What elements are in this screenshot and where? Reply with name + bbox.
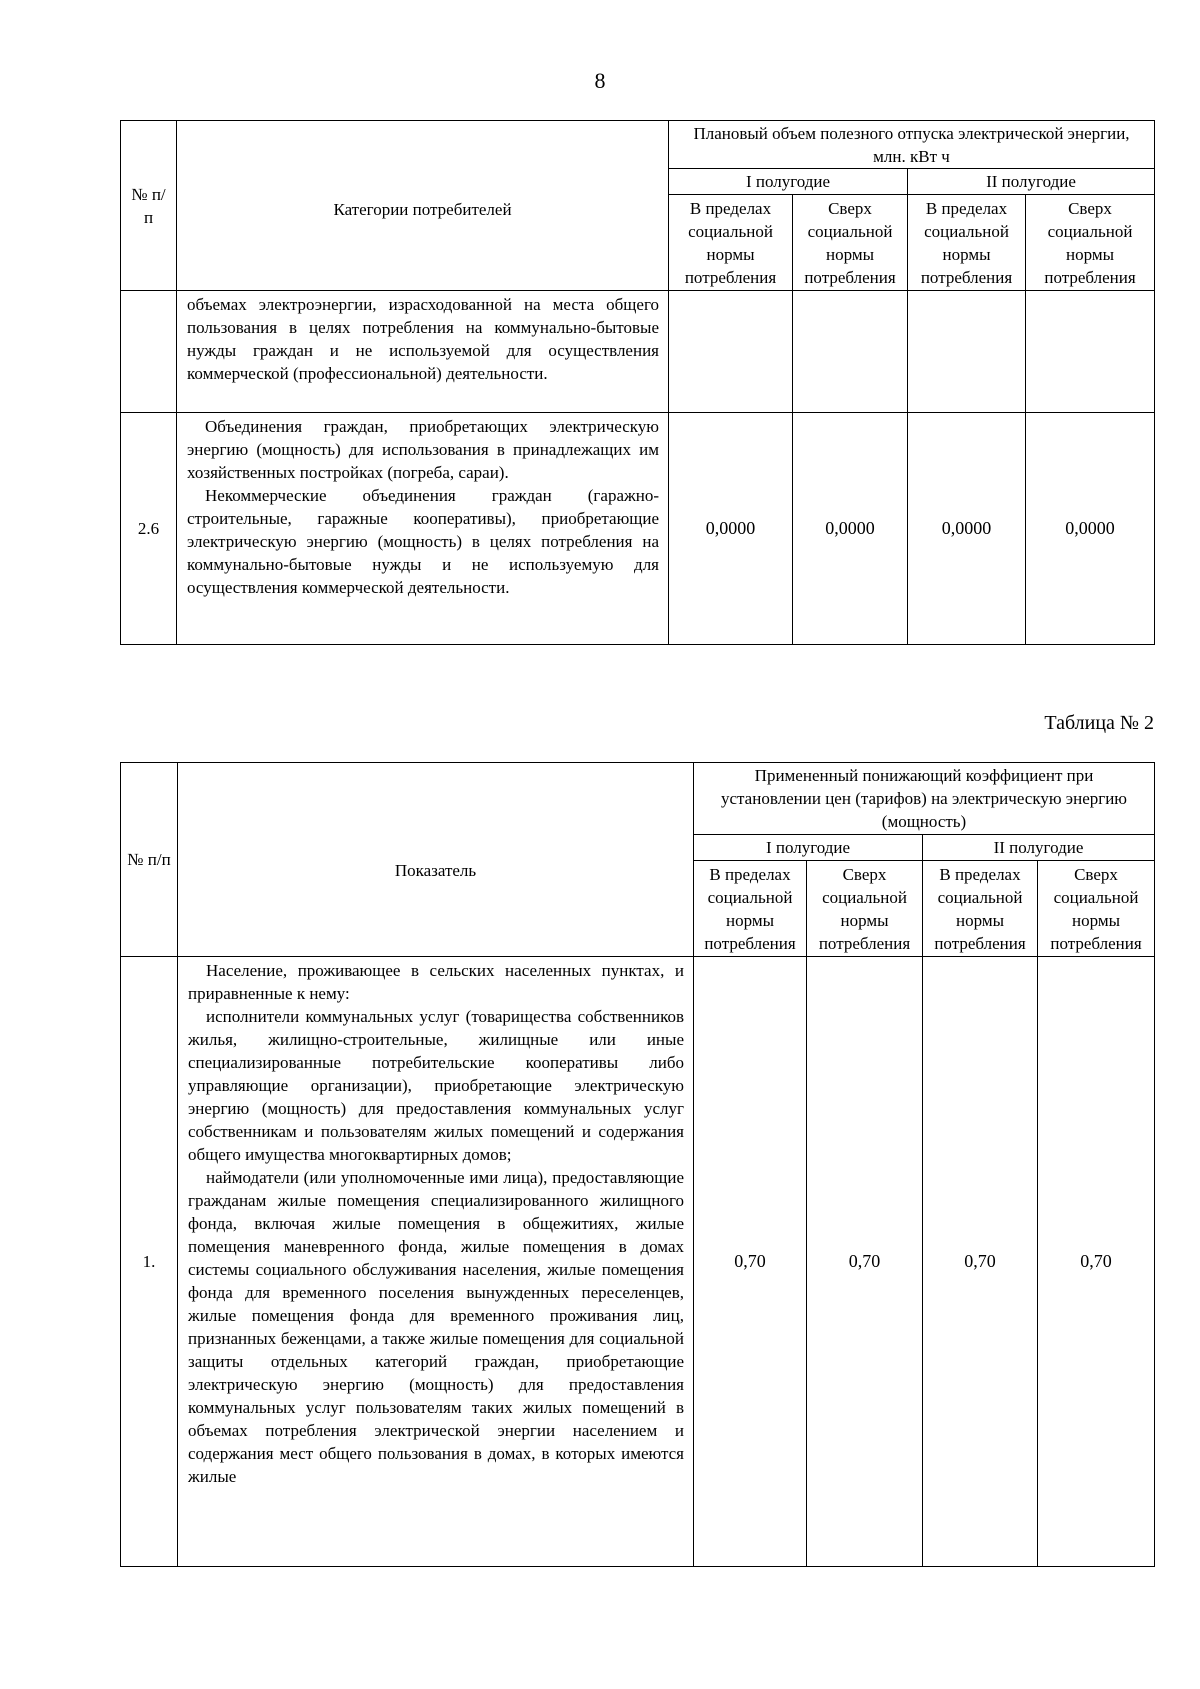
value-cell: 0,70 <box>1038 957 1155 1567</box>
row-paragraph: Население, проживающее в сельских населенных пунктах, и приравненные к нему: <box>188 961 684 1003</box>
sub-over-header: Сверх социальной нормы потребления <box>1038 861 1155 957</box>
value-cell <box>793 291 908 413</box>
row-text <box>177 291 669 413</box>
reduction-coefficient-table <box>120 762 1155 1567</box>
row-paragraph: объемах электроэнергии, израсходованной на места общего пользования в целях потребления на коммунально-бытовые нужды граждан и не используемой для осуществления коммерческой (профессиональной) деятельности. <box>187 295 659 383</box>
row-paragraph: Объединения граждан, приобретающих электрическую энергию (мощность) для использования в принадлежащих им хозяйственных постройках (погреба, сараи). <box>187 417 659 482</box>
value-cell <box>669 291 793 413</box>
row-text <box>178 957 694 1567</box>
col-category-header: Категории потребителей <box>177 121 669 291</box>
col-indicator-header: Показатель <box>178 763 694 957</box>
page-number: 8 <box>594 68 606 93</box>
sub-over-header: Сверх социальной нормы потребления <box>807 861 923 957</box>
sub-within-header: В пределах социальной нормы потребления <box>694 861 807 957</box>
planned-volume-table <box>120 120 1155 645</box>
value-cell <box>908 291 1026 413</box>
row-num: 1. <box>121 957 178 1567</box>
group-header: Плановый объем полезного отпуска электрической энергии, млн. кВт ч <box>669 121 1155 169</box>
value-cell <box>1026 291 1155 413</box>
half2-header: II полугодие <box>908 169 1155 195</box>
sub-within-header: В пределах социальной нормы потребления <box>669 195 793 291</box>
half2-header: II полугодие <box>923 835 1155 861</box>
table-caption: Таблица № 2 <box>1044 712 1154 734</box>
col-num-header: № п/п <box>121 763 178 957</box>
value-cell: 0,0000 <box>1026 413 1155 645</box>
value-cell: 0,0000 <box>793 413 908 645</box>
value-cell: 0,70 <box>923 957 1038 1567</box>
row-num: 2.6 <box>121 413 177 645</box>
sub-within-header: В пределах социальной нормы потребления <box>923 861 1038 957</box>
sub-within-header: В пределах социальной нормы потребления <box>908 195 1026 291</box>
row-paragraph: исполнители коммунальных услуг (товарищества собственников жилья, жилищно-строительные, жилищные или иные специализированные потребительские кооперативы либо управляющие организации), приобретающие электрическую энергию (мощность) для предоставления коммунальных услуг собственникам и пользователям жилых помещений и содержания общего имущества многоквартирных домов; <box>188 1007 684 1164</box>
half1-header: I полугодие <box>694 835 923 861</box>
row-paragraph: наймодатели (или уполномоченные ими лица), предоставляющие гражданам жилые помещения специализированного жилищного фонда, включая жилые помещения в общежитиях, жилые помещения маневренного фонда, жилые помещения в домах системы социального обслуживания населения, жилые помещения фонда для временного поселения вынужденных переселенцев, жилые помещения фонда для временного проживания лиц, признанных беженцами, а также жилые помещения для социальной защиты отдельных категорий граждан, приобретающие электрическую энергию (мощность) для предоставления коммунальных услуг пользователям таких жилых помещений в объемах потребления электрической энергии населением и содержания мест общего пользования в домах, в которых имеются жилые <box>188 1168 684 1486</box>
row-text <box>177 413 669 645</box>
row-paragraph: Некоммерческие объединения граждан (гаражно-строительные, гаражные кооперативы), приобретающие электрическую энергию (мощность) в целях потребления на коммунально-бытовые нужды и не используемую для осуществления коммерческой деятельности. <box>187 486 659 597</box>
value-cell: 0,0000 <box>669 413 793 645</box>
row-num <box>121 291 177 413</box>
value-cell: 0,70 <box>807 957 923 1567</box>
half1-header: I полугодие <box>669 169 908 195</box>
group-header: Примененный понижающий коэффициент при установлении цен (тарифов) на электрическую энергию (мощность) <box>694 763 1155 835</box>
sub-over-header: Сверх социальной нормы потребления <box>1026 195 1155 291</box>
col-num-header: № п/п <box>121 121 177 291</box>
sub-over-header: Сверх социальной нормы потребления <box>793 195 908 291</box>
value-cell: 0,0000 <box>908 413 1026 645</box>
value-cell: 0,70 <box>694 957 807 1567</box>
